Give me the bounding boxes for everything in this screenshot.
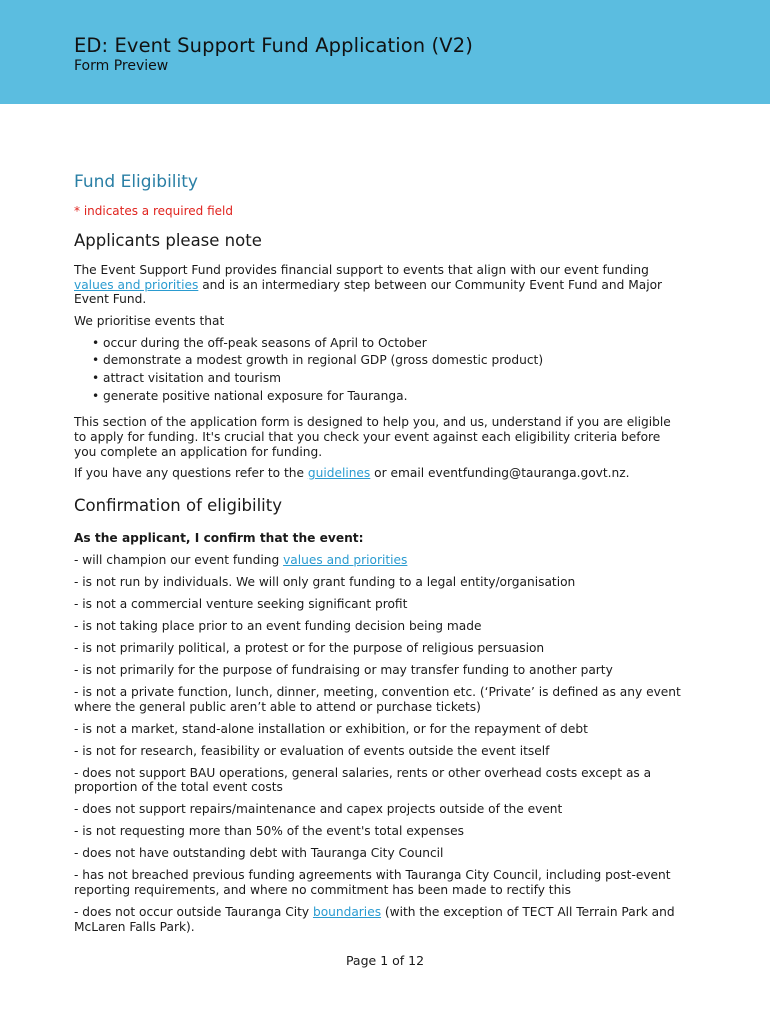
condition-text-end: (with the exception of TECT All Terrain Park and McLaren Falls Park). (74, 905, 675, 934)
intro-paragraph (74, 263, 684, 307)
section-title: Fund Eligibility (74, 172, 198, 192)
priorities-list (74, 335, 684, 405)
condition-item (74, 905, 684, 934)
form-subtitle: Form Preview (74, 58, 169, 74)
list-item-text: attract visitation and tourism (103, 371, 282, 385)
condition-item: - is not primarily political, a protest or for the purpose of religious persuasion (74, 641, 545, 655)
boundaries-link[interactable]: boundaries (312, 905, 382, 920)
eligibility-conditions (74, 553, 684, 935)
confirmation-heading: Confirmation of eligibility (74, 496, 282, 515)
condition-item: - is not a market, stand-alone installation or exhibition, or for the repayment of debt (74, 721, 588, 736)
condition-item: - does not support BAU operations, general salaries, rents or other overhead costs except as a proportion of the total event costs (74, 765, 652, 795)
guidelines-link[interactable]: guidelines (307, 466, 371, 481)
confirmation-lead: As the applicant, I confirm that the event: (74, 531, 364, 545)
list-item (74, 352, 684, 370)
page-number: Page 1 of 12 (345, 953, 425, 968)
header-banner (0, 0, 770, 104)
condition-item: - is not a private function, lunch, dinner, meeting, convention etc. (‘Private’ is defined as any event where the general public aren’t able to attend or purchase tickets) (74, 685, 681, 714)
list-item (74, 370, 684, 388)
form-content (74, 172, 684, 942)
values-priorities-link[interactable]: values and priorities (74, 277, 199, 292)
bullet-icon: • (92, 335, 100, 350)
required-field-note: * indicates a required field (74, 204, 233, 218)
questions-text-end: or email eventfunding@tauranga.govt.nz. (370, 466, 630, 481)
condition-item: - is not run by individuals. We will only grant funding to a legal entity/organisation (74, 575, 576, 589)
condition-item: - has not breached previous funding agreements with Tauranga City Council, including post-event reporting requirements, and where no commitment has been made to rectify this (74, 868, 671, 898)
condition-item: - does not have outstanding debt with Tauranga City Council (74, 846, 444, 861)
bullet-icon: • (92, 353, 100, 368)
condition-item: - does not support repairs/maintenance and capex projects outside of the event (74, 802, 563, 817)
condition-item: - is not taking place prior to an event funding decision being made (74, 619, 482, 633)
questions-paragraph (74, 466, 684, 481)
condition-item (74, 553, 684, 568)
condition-item: - is not a commercial venture seeking significant profit (74, 597, 408, 611)
prioritise-lead: We prioritise events that (74, 314, 225, 329)
values-priorities-link-2[interactable]: values and priorities (283, 553, 408, 567)
list-item (74, 388, 684, 406)
list-item-text: occur during the off-peak seasons of April to October (103, 335, 427, 350)
questions-text-start: If you have any questions refer to the (74, 466, 308, 481)
applicants-note-heading: Applicants please note (74, 231, 262, 250)
bullet-icon: • (92, 388, 100, 403)
condition-item: - is not for research, feasibility or evaluation of events outside the event itself (74, 743, 550, 758)
condition-text: - does not occur outside Tauranga City (74, 905, 313, 920)
list-item-text: generate positive national exposure for Tauranga. (103, 388, 408, 403)
condition-item: - is not primarily for the purpose of fundraising or may transfer funding to another party (74, 663, 613, 677)
section-purpose: This section of the application form is designed to help you, and us, understand if you are eligible to apply for funding. It's crucial that you check your event against each eligibility criteria before you complete an application for funding. (74, 415, 671, 459)
intro-text-start: The Event Support Fund provides financial support to events that align with our event funding (74, 263, 649, 277)
list-item-text: demonstrate a modest growth in regional GDP (gross domestic product) (103, 353, 544, 368)
condition-text: - will champion our event funding (74, 553, 284, 567)
list-item (74, 335, 684, 353)
intro-text-end: and is an intermediary step between our Community Event Fund and Major Event Fund. (74, 277, 663, 307)
form-title: ED: Event Support Fund Application (V2) (74, 34, 473, 57)
bullet-icon: • (92, 371, 100, 385)
condition-item: - is not requesting more than 50% of the event's total expenses (74, 824, 464, 839)
